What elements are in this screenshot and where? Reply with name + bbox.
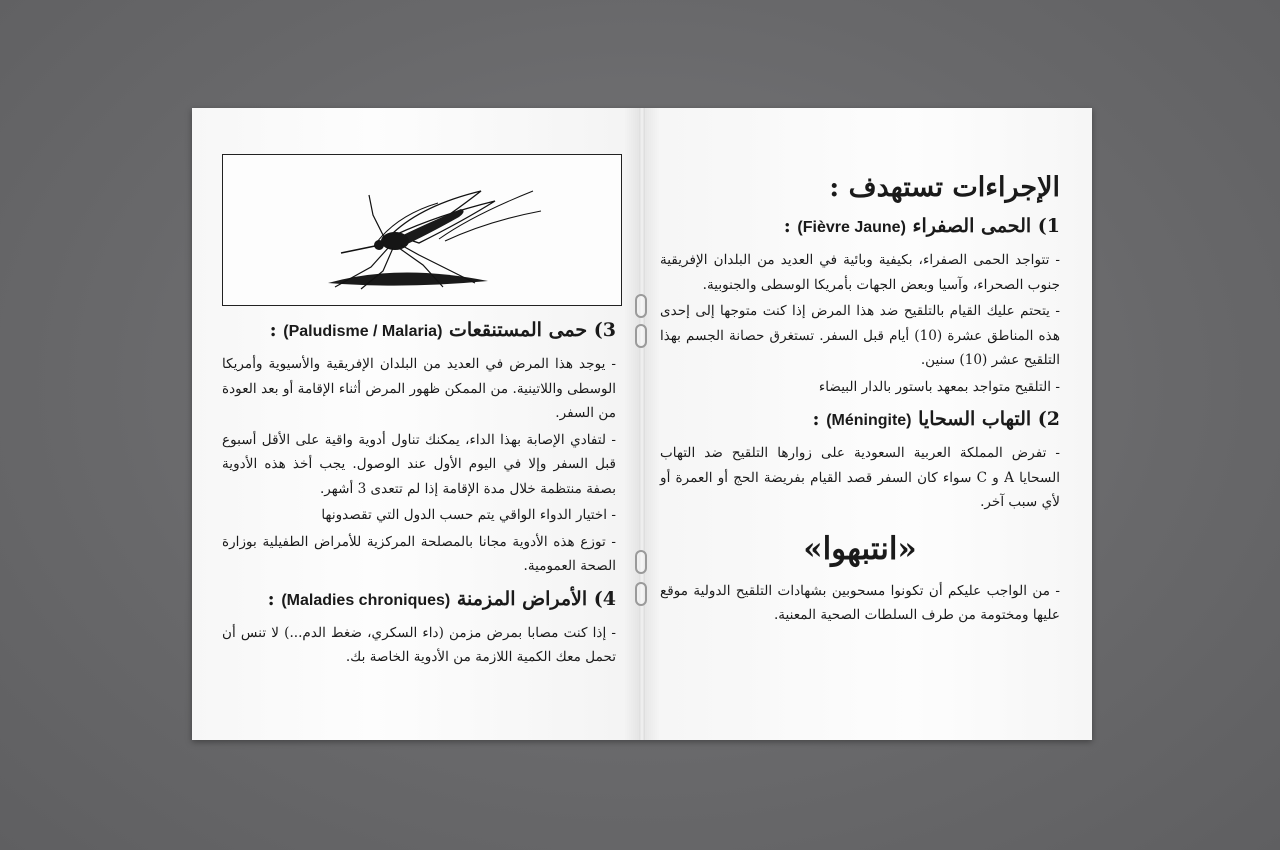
section-title-latin: (Maladies chroniques) [281, 591, 451, 609]
section-title-arabic: الحمى الصفراء [912, 215, 1032, 237]
paragraph: - التلقيح متواجد بمعهد باستور بالدار البيضاء [818, 378, 1060, 395]
paragraph: - يوجد هذا المرض في العديد من البلدان الإفريقية والأسيوية وأمريكا الوسطى واللاتينية. من الممكن ظهور المرض أثناء الإقامة أو بعد العودة من السفر. [222, 356, 616, 421]
staple-icon [635, 550, 647, 574]
page-title: الإجراءات تستهدف : [829, 172, 1060, 203]
warning-heading: «انتبهوا» [803, 530, 917, 567]
paragraph: - تتواجد الحمى الصفراء، بكيفية وبائية في العديد من البلدان الإفريقية جنوب الصحراء، وآسيا وبعض الجهات بأمريكا الوسطى والجنوبية. [660, 252, 1060, 293]
section-title-arabic: التهاب السحايا [918, 408, 1032, 430]
section-title-colon: : [783, 215, 791, 237]
section-title-arabic: حمى المستنقعات [449, 319, 588, 341]
booklet-spine [639, 108, 645, 740]
section-title-latin: (Fièvre Jaune) [797, 219, 906, 236]
section-title-arabic: الأمراض المزمنة [456, 587, 588, 610]
mosquito-illustration [222, 154, 622, 306]
section-heading [660, 405, 1060, 435]
section-title-colon: : [269, 319, 277, 341]
staple-icon [635, 582, 647, 606]
section-number: 3) [593, 319, 616, 341]
section-title-latin: (Méningite) [826, 412, 912, 429]
section-yellow-fever [660, 212, 1060, 399]
section-title-colon: : [267, 587, 275, 610]
section-title-latin: (Paludisme / Malaria) [283, 323, 443, 340]
section-meningitis [660, 405, 1060, 515]
staple-icon [635, 324, 647, 348]
right-page [642, 108, 1092, 740]
section-number: 4) [593, 587, 616, 610]
mosquito-icon [223, 155, 620, 304]
left-page [192, 108, 642, 740]
section-title-colon: : [812, 408, 820, 430]
section-chronic-diseases [222, 585, 616, 670]
paragraph: - اختيار الدواء الواقي يتم حسب الدول التي تقصدونها [321, 507, 616, 523]
section-number: 1) [1037, 215, 1060, 237]
section-heading [222, 585, 616, 615]
paragraph: - تفرض المملكة العربية السعودية على زوارها التلقيح ضد التهاب السحايا A و C سواء كان السفر قصد القيام بفريضة الحج أو العمرة أو لأي سبب آخر. [660, 445, 1060, 510]
staple-icon [635, 294, 647, 318]
open-booklet [192, 108, 1092, 740]
paragraph: - يتحتم عليك القيام بالتلقيح ضد هذا المرض إذا كنت متوجها إلى إحدى هذه المناطق عشرة (10) أيام قبل السفر. تستغرق حصانة الجسم بهذا التلقيح عشر (10) سنين. [660, 303, 1060, 368]
warning-paragraph: - من الواجب عليكم أن تكونوا مسحوبين بشهادات التلقيح الدولية موقع عليها ومختومة من طرف السلطات الصحية المعنية. [660, 582, 1060, 623]
section-number: 2) [1037, 408, 1060, 430]
section-malaria [222, 316, 616, 579]
paragraph: - إذا كنت مصابا بمرض مزمن (داء السكري، ضغط الدم...) لا تنس أن تحمل معك الكمية اللازمة من الأدوية الخاصة بك. [222, 624, 616, 665]
paragraph: - لتفادي الإصابة بهذا الداء، يمكنك تناول أدوية واقية على الأقل أسبوع قبل السفر وإلا في اليوم الأول عند الوصول. يجب أخذ هذه الأدوية بصفة منتظمة خلال مدة الإقامة إذا لم تتعدى 3 أشهر. [222, 431, 616, 497]
paragraph: - توزع هذه الأدوية مجانا بالمصلحة المركزية للأمراض الطفيلية بوزارة الصحة العمومية. [222, 533, 616, 574]
section-heading [222, 316, 616, 346]
section-heading [660, 212, 1060, 242]
